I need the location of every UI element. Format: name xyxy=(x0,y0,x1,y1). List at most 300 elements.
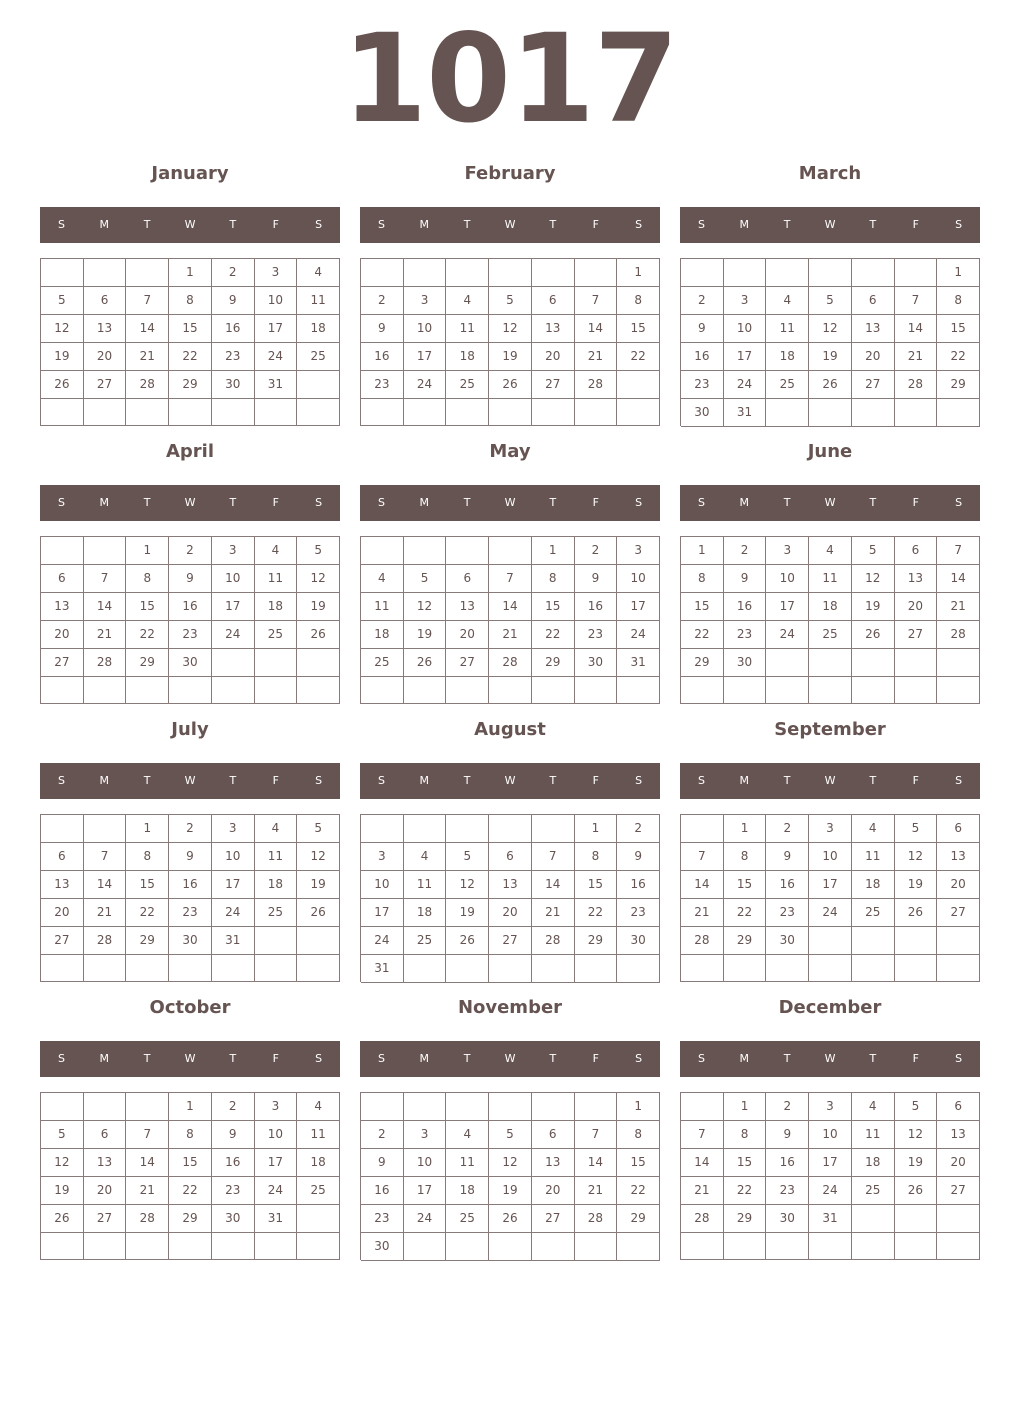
day-cell[interactable]: 1 xyxy=(724,815,767,843)
day-cell[interactable]: 27 xyxy=(489,927,532,955)
day-cell[interactable]: 2 xyxy=(724,537,767,565)
day-cell[interactable]: 5 xyxy=(489,287,532,315)
day-cell[interactable]: 6 xyxy=(532,1121,575,1149)
day-cell[interactable]: 24 xyxy=(212,899,255,927)
day-cell[interactable]: 9 xyxy=(212,1121,255,1149)
day-cell[interactable]: 4 xyxy=(446,287,489,315)
day-cell[interactable]: 31 xyxy=(809,1205,852,1233)
day-cell[interactable]: 13 xyxy=(41,593,84,621)
day-cell[interactable]: 22 xyxy=(532,621,575,649)
day-cell[interactable]: 17 xyxy=(766,593,809,621)
day-cell[interactable]: 25 xyxy=(852,899,895,927)
day-cell[interactable]: 30 xyxy=(766,1205,809,1233)
day-cell[interactable]: 15 xyxy=(575,871,618,899)
day-cell[interactable]: 10 xyxy=(724,315,767,343)
day-cell[interactable]: 4 xyxy=(809,537,852,565)
day-cell[interactable]: 19 xyxy=(895,1149,938,1177)
day-cell[interactable]: 14 xyxy=(126,315,169,343)
day-cell[interactable]: 3 xyxy=(809,815,852,843)
day-cell[interactable]: 11 xyxy=(446,315,489,343)
day-cell[interactable]: 5 xyxy=(852,537,895,565)
day-cell[interactable]: 16 xyxy=(212,1149,255,1177)
day-cell[interactable]: 9 xyxy=(766,1121,809,1149)
day-cell[interactable]: 14 xyxy=(84,871,127,899)
day-cell[interactable]: 23 xyxy=(617,899,660,927)
day-cell[interactable]: 4 xyxy=(361,565,404,593)
day-cell[interactable]: 4 xyxy=(297,259,340,287)
day-cell[interactable]: 31 xyxy=(212,927,255,955)
day-cell[interactable]: 23 xyxy=(724,621,767,649)
day-cell[interactable]: 12 xyxy=(809,315,852,343)
day-cell[interactable]: 16 xyxy=(575,593,618,621)
day-cell[interactable]: 21 xyxy=(575,343,618,371)
day-cell[interactable]: 23 xyxy=(361,1205,404,1233)
day-cell[interactable]: 14 xyxy=(126,1149,169,1177)
day-cell[interactable]: 9 xyxy=(361,1149,404,1177)
day-cell[interactable]: 14 xyxy=(84,593,127,621)
day-cell[interactable]: 24 xyxy=(212,621,255,649)
day-cell[interactable]: 30 xyxy=(169,927,212,955)
day-cell[interactable]: 6 xyxy=(41,565,84,593)
day-cell[interactable]: 7 xyxy=(126,287,169,315)
day-cell[interactable]: 22 xyxy=(617,343,660,371)
day-cell[interactable]: 5 xyxy=(297,537,340,565)
day-cell[interactable]: 23 xyxy=(766,1177,809,1205)
day-cell[interactable]: 24 xyxy=(404,1205,447,1233)
day-cell[interactable]: 27 xyxy=(852,371,895,399)
day-cell[interactable]: 13 xyxy=(84,315,127,343)
day-cell[interactable]: 8 xyxy=(937,287,980,315)
day-cell[interactable]: 30 xyxy=(169,649,212,677)
day-cell[interactable]: 10 xyxy=(404,1149,447,1177)
day-cell[interactable]: 26 xyxy=(41,1205,84,1233)
day-cell[interactable]: 14 xyxy=(681,871,724,899)
day-cell[interactable]: 27 xyxy=(84,1205,127,1233)
day-cell[interactable]: 23 xyxy=(212,1177,255,1205)
day-cell[interactable]: 25 xyxy=(809,621,852,649)
day-cell[interactable]: 18 xyxy=(255,593,298,621)
day-cell[interactable]: 8 xyxy=(617,1121,660,1149)
day-cell[interactable]: 4 xyxy=(852,815,895,843)
day-cell[interactable]: 16 xyxy=(766,1149,809,1177)
day-cell[interactable]: 6 xyxy=(937,815,980,843)
day-cell[interactable]: 16 xyxy=(766,871,809,899)
day-cell[interactable]: 11 xyxy=(297,1121,340,1149)
day-cell[interactable]: 15 xyxy=(681,593,724,621)
day-cell[interactable]: 21 xyxy=(126,1177,169,1205)
day-cell[interactable]: 13 xyxy=(532,1149,575,1177)
day-cell[interactable]: 5 xyxy=(41,287,84,315)
day-cell[interactable]: 22 xyxy=(126,621,169,649)
day-cell[interactable]: 31 xyxy=(617,649,660,677)
day-cell[interactable]: 10 xyxy=(212,565,255,593)
day-cell[interactable]: 26 xyxy=(446,927,489,955)
day-cell[interactable]: 7 xyxy=(575,1121,618,1149)
day-cell[interactable]: 9 xyxy=(212,287,255,315)
day-cell[interactable]: 10 xyxy=(212,843,255,871)
day-cell[interactable]: 14 xyxy=(895,315,938,343)
day-cell[interactable]: 24 xyxy=(724,371,767,399)
day-cell[interactable]: 12 xyxy=(489,315,532,343)
day-cell[interactable]: 2 xyxy=(617,815,660,843)
day-cell[interactable]: 5 xyxy=(489,1121,532,1149)
day-cell[interactable]: 29 xyxy=(126,927,169,955)
day-cell[interactable]: 3 xyxy=(212,815,255,843)
day-cell[interactable]: 25 xyxy=(255,621,298,649)
day-cell[interactable]: 20 xyxy=(41,899,84,927)
day-cell[interactable]: 29 xyxy=(724,1205,767,1233)
day-cell[interactable]: 14 xyxy=(937,565,980,593)
day-cell[interactable]: 28 xyxy=(681,1205,724,1233)
day-cell[interactable]: 5 xyxy=(41,1121,84,1149)
day-cell[interactable]: 13 xyxy=(895,565,938,593)
day-cell[interactable]: 26 xyxy=(895,899,938,927)
day-cell[interactable]: 21 xyxy=(937,593,980,621)
day-cell[interactable]: 4 xyxy=(446,1121,489,1149)
day-cell[interactable]: 22 xyxy=(724,1177,767,1205)
day-cell[interactable]: 30 xyxy=(575,649,618,677)
day-cell[interactable]: 25 xyxy=(852,1177,895,1205)
day-cell[interactable]: 18 xyxy=(446,343,489,371)
day-cell[interactable]: 25 xyxy=(446,1205,489,1233)
day-cell[interactable]: 7 xyxy=(895,287,938,315)
day-cell[interactable]: 25 xyxy=(297,343,340,371)
day-cell[interactable]: 9 xyxy=(169,565,212,593)
day-cell[interactable]: 19 xyxy=(41,343,84,371)
day-cell[interactable]: 26 xyxy=(297,621,340,649)
day-cell[interactable]: 15 xyxy=(617,1149,660,1177)
day-cell[interactable]: 3 xyxy=(212,537,255,565)
day-cell[interactable]: 17 xyxy=(255,1149,298,1177)
day-cell[interactable]: 4 xyxy=(255,815,298,843)
day-cell[interactable]: 2 xyxy=(169,537,212,565)
day-cell[interactable]: 5 xyxy=(809,287,852,315)
day-cell[interactable]: 12 xyxy=(297,843,340,871)
day-cell[interactable]: 17 xyxy=(212,593,255,621)
day-cell[interactable]: 2 xyxy=(361,287,404,315)
day-cell[interactable]: 10 xyxy=(809,843,852,871)
day-cell[interactable]: 23 xyxy=(766,899,809,927)
day-cell[interactable]: 12 xyxy=(852,565,895,593)
day-cell[interactable]: 25 xyxy=(766,371,809,399)
day-cell[interactable]: 19 xyxy=(809,343,852,371)
day-cell[interactable]: 24 xyxy=(809,1177,852,1205)
day-cell[interactable]: 20 xyxy=(84,343,127,371)
day-cell[interactable]: 9 xyxy=(575,565,618,593)
day-cell[interactable]: 27 xyxy=(532,371,575,399)
day-cell[interactable]: 14 xyxy=(575,1149,618,1177)
day-cell[interactable]: 19 xyxy=(41,1177,84,1205)
day-cell[interactable]: 21 xyxy=(681,899,724,927)
day-cell[interactable]: 16 xyxy=(724,593,767,621)
day-cell[interactable]: 1 xyxy=(575,815,618,843)
day-cell[interactable]: 15 xyxy=(126,593,169,621)
day-cell[interactable]: 23 xyxy=(681,371,724,399)
day-cell[interactable]: 5 xyxy=(895,815,938,843)
day-cell[interactable]: 10 xyxy=(809,1121,852,1149)
day-cell[interactable]: 4 xyxy=(852,1093,895,1121)
day-cell[interactable]: 20 xyxy=(937,871,980,899)
day-cell[interactable]: 26 xyxy=(489,371,532,399)
day-cell[interactable]: 25 xyxy=(297,1177,340,1205)
day-cell[interactable]: 16 xyxy=(617,871,660,899)
day-cell[interactable]: 24 xyxy=(617,621,660,649)
day-cell[interactable]: 20 xyxy=(532,1177,575,1205)
day-cell[interactable]: 17 xyxy=(404,343,447,371)
day-cell[interactable]: 25 xyxy=(446,371,489,399)
day-cell[interactable]: 16 xyxy=(212,315,255,343)
day-cell[interactable]: 2 xyxy=(766,815,809,843)
day-cell[interactable]: 12 xyxy=(41,315,84,343)
day-cell[interactable]: 28 xyxy=(126,371,169,399)
day-cell[interactable]: 22 xyxy=(937,343,980,371)
day-cell[interactable]: 2 xyxy=(361,1121,404,1149)
day-cell[interactable]: 1 xyxy=(169,259,212,287)
day-cell[interactable]: 12 xyxy=(297,565,340,593)
day-cell[interactable]: 15 xyxy=(617,315,660,343)
day-cell[interactable]: 29 xyxy=(724,927,767,955)
day-cell[interactable]: 30 xyxy=(212,1205,255,1233)
day-cell[interactable]: 29 xyxy=(681,649,724,677)
day-cell[interactable]: 10 xyxy=(255,287,298,315)
day-cell[interactable]: 12 xyxy=(41,1149,84,1177)
day-cell[interactable]: 1 xyxy=(724,1093,767,1121)
day-cell[interactable]: 23 xyxy=(212,343,255,371)
day-cell[interactable]: 2 xyxy=(575,537,618,565)
day-cell[interactable]: 13 xyxy=(84,1149,127,1177)
day-cell[interactable]: 8 xyxy=(681,565,724,593)
day-cell[interactable]: 4 xyxy=(404,843,447,871)
day-cell[interactable]: 28 xyxy=(937,621,980,649)
day-cell[interactable]: 29 xyxy=(617,1205,660,1233)
day-cell[interactable]: 23 xyxy=(361,371,404,399)
day-cell[interactable]: 20 xyxy=(937,1149,980,1177)
day-cell[interactable]: 29 xyxy=(532,649,575,677)
day-cell[interactable]: 6 xyxy=(937,1093,980,1121)
day-cell[interactable]: 1 xyxy=(169,1093,212,1121)
day-cell[interactable]: 16 xyxy=(361,343,404,371)
day-cell[interactable]: 30 xyxy=(681,399,724,427)
day-cell[interactable]: 7 xyxy=(575,287,618,315)
day-cell[interactable]: 21 xyxy=(84,621,127,649)
day-cell[interactable]: 9 xyxy=(681,315,724,343)
day-cell[interactable]: 11 xyxy=(361,593,404,621)
day-cell[interactable]: 27 xyxy=(895,621,938,649)
day-cell[interactable]: 3 xyxy=(404,1121,447,1149)
day-cell[interactable]: 3 xyxy=(809,1093,852,1121)
day-cell[interactable]: 5 xyxy=(446,843,489,871)
day-cell[interactable]: 7 xyxy=(681,843,724,871)
day-cell[interactable]: 26 xyxy=(297,899,340,927)
day-cell[interactable]: 28 xyxy=(895,371,938,399)
day-cell[interactable]: 13 xyxy=(489,871,532,899)
day-cell[interactable]: 26 xyxy=(41,371,84,399)
day-cell[interactable]: 19 xyxy=(852,593,895,621)
day-cell[interactable]: 10 xyxy=(404,315,447,343)
day-cell[interactable]: 22 xyxy=(681,621,724,649)
day-cell[interactable]: 16 xyxy=(361,1177,404,1205)
day-cell[interactable]: 20 xyxy=(489,899,532,927)
day-cell[interactable]: 6 xyxy=(532,287,575,315)
day-cell[interactable]: 31 xyxy=(255,1205,298,1233)
day-cell[interactable]: 16 xyxy=(681,343,724,371)
day-cell[interactable]: 22 xyxy=(169,343,212,371)
day-cell[interactable]: 17 xyxy=(617,593,660,621)
day-cell[interactable]: 8 xyxy=(126,843,169,871)
day-cell[interactable]: 8 xyxy=(532,565,575,593)
day-cell[interactable]: 26 xyxy=(489,1205,532,1233)
day-cell[interactable]: 7 xyxy=(126,1121,169,1149)
day-cell[interactable]: 21 xyxy=(84,899,127,927)
day-cell[interactable]: 19 xyxy=(489,1177,532,1205)
day-cell[interactable]: 2 xyxy=(766,1093,809,1121)
day-cell[interactable]: 12 xyxy=(446,871,489,899)
day-cell[interactable]: 18 xyxy=(766,343,809,371)
day-cell[interactable]: 8 xyxy=(724,843,767,871)
day-cell[interactable]: 20 xyxy=(41,621,84,649)
day-cell[interactable]: 17 xyxy=(809,871,852,899)
day-cell[interactable]: 1 xyxy=(126,537,169,565)
day-cell[interactable]: 7 xyxy=(84,843,127,871)
day-cell[interactable]: 15 xyxy=(724,871,767,899)
day-cell[interactable]: 28 xyxy=(84,649,127,677)
day-cell[interactable]: 27 xyxy=(446,649,489,677)
day-cell[interactable]: 8 xyxy=(575,843,618,871)
day-cell[interactable]: 6 xyxy=(852,287,895,315)
day-cell[interactable]: 20 xyxy=(895,593,938,621)
day-cell[interactable]: 11 xyxy=(852,1121,895,1149)
day-cell[interactable]: 17 xyxy=(361,899,404,927)
day-cell[interactable]: 6 xyxy=(446,565,489,593)
day-cell[interactable]: 8 xyxy=(617,287,660,315)
day-cell[interactable]: 30 xyxy=(212,371,255,399)
day-cell[interactable]: 11 xyxy=(404,871,447,899)
day-cell[interactable]: 28 xyxy=(532,927,575,955)
day-cell[interactable]: 18 xyxy=(852,871,895,899)
day-cell[interactable]: 24 xyxy=(766,621,809,649)
day-cell[interactable]: 30 xyxy=(724,649,767,677)
day-cell[interactable]: 28 xyxy=(126,1205,169,1233)
day-cell[interactable]: 18 xyxy=(404,899,447,927)
day-cell[interactable]: 11 xyxy=(255,565,298,593)
day-cell[interactable]: 7 xyxy=(681,1121,724,1149)
day-cell[interactable]: 7 xyxy=(532,843,575,871)
day-cell[interactable]: 27 xyxy=(41,927,84,955)
day-cell[interactable]: 26 xyxy=(852,621,895,649)
day-cell[interactable]: 1 xyxy=(532,537,575,565)
day-cell[interactable]: 25 xyxy=(404,927,447,955)
day-cell[interactable]: 18 xyxy=(255,871,298,899)
day-cell[interactable]: 6 xyxy=(84,287,127,315)
day-cell[interactable]: 13 xyxy=(41,871,84,899)
day-cell[interactable]: 9 xyxy=(766,843,809,871)
day-cell[interactable]: 18 xyxy=(297,1149,340,1177)
day-cell[interactable]: 9 xyxy=(617,843,660,871)
day-cell[interactable]: 28 xyxy=(575,371,618,399)
day-cell[interactable]: 23 xyxy=(575,621,618,649)
day-cell[interactable]: 12 xyxy=(895,843,938,871)
day-cell[interactable]: 19 xyxy=(404,621,447,649)
day-cell[interactable]: 14 xyxy=(575,315,618,343)
day-cell[interactable]: 6 xyxy=(84,1121,127,1149)
day-cell[interactable]: 20 xyxy=(446,621,489,649)
day-cell[interactable]: 29 xyxy=(169,371,212,399)
day-cell[interactable]: 6 xyxy=(41,843,84,871)
day-cell[interactable]: 11 xyxy=(297,287,340,315)
day-cell[interactable]: 15 xyxy=(169,315,212,343)
day-cell[interactable]: 4 xyxy=(766,287,809,315)
day-cell[interactable]: 15 xyxy=(126,871,169,899)
day-cell[interactable]: 11 xyxy=(766,315,809,343)
day-cell[interactable]: 4 xyxy=(297,1093,340,1121)
day-cell[interactable]: 17 xyxy=(809,1149,852,1177)
day-cell[interactable]: 20 xyxy=(84,1177,127,1205)
day-cell[interactable]: 27 xyxy=(41,649,84,677)
day-cell[interactable]: 2 xyxy=(212,259,255,287)
day-cell[interactable]: 13 xyxy=(532,315,575,343)
day-cell[interactable]: 12 xyxy=(489,1149,532,1177)
day-cell[interactable]: 15 xyxy=(937,315,980,343)
day-cell[interactable]: 12 xyxy=(404,593,447,621)
day-cell[interactable]: 11 xyxy=(809,565,852,593)
day-cell[interactable]: 29 xyxy=(126,649,169,677)
day-cell[interactable]: 30 xyxy=(617,927,660,955)
day-cell[interactable]: 2 xyxy=(681,287,724,315)
day-cell[interactable]: 26 xyxy=(809,371,852,399)
day-cell[interactable]: 21 xyxy=(895,343,938,371)
day-cell[interactable]: 25 xyxy=(255,899,298,927)
day-cell[interactable]: 18 xyxy=(852,1149,895,1177)
day-cell[interactable]: 13 xyxy=(852,315,895,343)
day-cell[interactable]: 7 xyxy=(84,565,127,593)
day-cell[interactable]: 9 xyxy=(724,565,767,593)
day-cell[interactable]: 24 xyxy=(809,899,852,927)
day-cell[interactable]: 22 xyxy=(169,1177,212,1205)
day-cell[interactable]: 22 xyxy=(724,899,767,927)
day-cell[interactable]: 19 xyxy=(297,593,340,621)
day-cell[interactable]: 30 xyxy=(766,927,809,955)
day-cell[interactable]: 3 xyxy=(255,1093,298,1121)
day-cell[interactable]: 10 xyxy=(361,871,404,899)
day-cell[interactable]: 22 xyxy=(617,1177,660,1205)
day-cell[interactable]: 28 xyxy=(489,649,532,677)
day-cell[interactable]: 1 xyxy=(617,1093,660,1121)
day-cell[interactable]: 21 xyxy=(126,343,169,371)
day-cell[interactable]: 27 xyxy=(84,371,127,399)
day-cell[interactable]: 29 xyxy=(169,1205,212,1233)
day-cell[interactable]: 19 xyxy=(895,871,938,899)
day-cell[interactable]: 18 xyxy=(297,315,340,343)
day-cell[interactable]: 6 xyxy=(895,537,938,565)
day-cell[interactable]: 29 xyxy=(937,371,980,399)
day-cell[interactable]: 24 xyxy=(361,927,404,955)
day-cell[interactable]: 17 xyxy=(255,315,298,343)
day-cell[interactable]: 5 xyxy=(404,565,447,593)
day-cell[interactable]: 16 xyxy=(169,593,212,621)
day-cell[interactable]: 17 xyxy=(404,1177,447,1205)
day-cell[interactable]: 14 xyxy=(681,1149,724,1177)
day-cell[interactable]: 14 xyxy=(532,871,575,899)
day-cell[interactable]: 13 xyxy=(937,1121,980,1149)
day-cell[interactable]: 2 xyxy=(169,815,212,843)
day-cell[interactable]: 27 xyxy=(532,1205,575,1233)
day-cell[interactable]: 15 xyxy=(724,1149,767,1177)
day-cell[interactable]: 30 xyxy=(361,1233,404,1261)
day-cell[interactable]: 24 xyxy=(255,1177,298,1205)
day-cell[interactable]: 14 xyxy=(489,593,532,621)
day-cell[interactable]: 19 xyxy=(489,343,532,371)
day-cell[interactable]: 21 xyxy=(575,1177,618,1205)
